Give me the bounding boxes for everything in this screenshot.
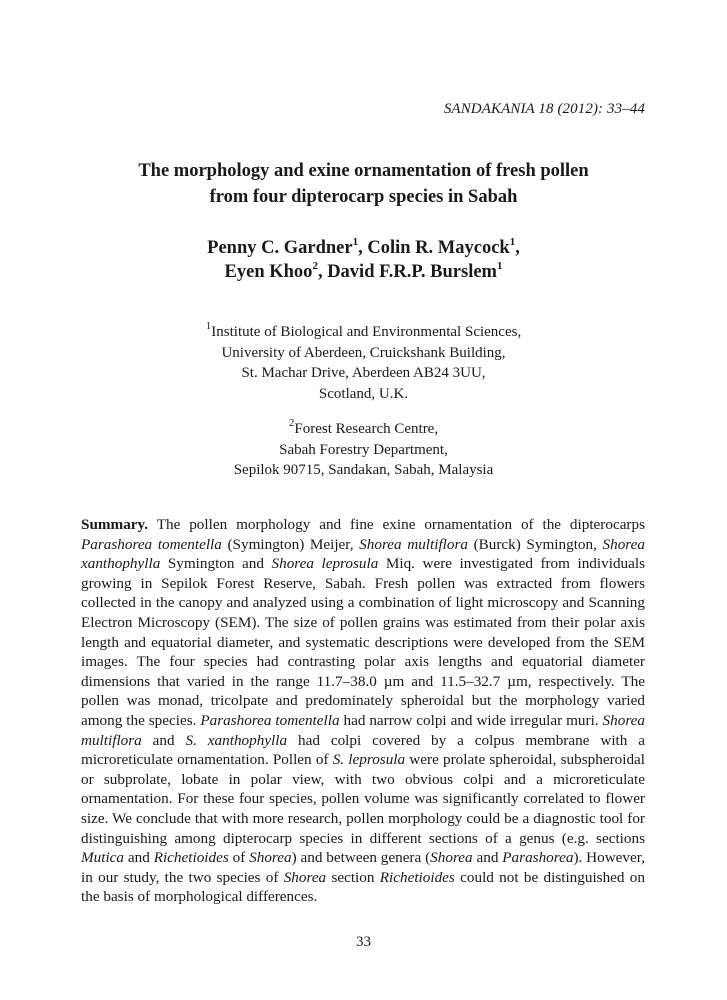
species-name: Parashorea tomentella <box>81 535 222 553</box>
species-name: Shorea multiflora <box>359 535 468 553</box>
species-name: Mutica <box>81 849 125 867</box>
summary-text: had colpi covered by a colpus membrane with a microreticulate ornamentation. Pollen of <box>81 731 645 769</box>
summary-text: and <box>141 731 186 749</box>
affiliation-mark: 1 <box>205 320 212 332</box>
summary-paragraph <box>81 515 645 907</box>
title-line-1: The morphology and exine ornamentation of fresh pollen <box>138 161 589 181</box>
summary-body <box>81 516 645 905</box>
journal-citation: SANDAKANIA 18 (2012): 33–44 <box>443 101 645 117</box>
summary-text: The pollen morphology and fine exine ornamentation of the dipterocarps <box>148 516 645 533</box>
affiliation-mark: 1 <box>352 235 359 248</box>
affiliation-mark: 2 <box>288 417 295 429</box>
summary-text: and <box>472 849 503 867</box>
species-name: Shorea multiflora <box>81 711 645 749</box>
species-name: Shorea leprosula <box>271 555 379 573</box>
species-name: Shorea <box>249 849 292 867</box>
summary-text: ) and between genera ( <box>291 849 431 867</box>
affiliation-line: Forest Research Centre, <box>294 421 439 437</box>
species-name: S. leprosula <box>332 751 406 769</box>
affiliation-mark: 1 <box>509 235 516 248</box>
author-name: Eyen Khoo <box>224 262 313 282</box>
summary-text: ). However, in our study, the two species of <box>81 849 646 886</box>
affiliation-2 <box>0 419 727 481</box>
summary-text: Symington and <box>160 555 272 573</box>
species-name: Richetioides <box>153 849 229 867</box>
author-line-2 <box>0 260 727 284</box>
summary-text: were prolate spheroidal, subspheroidal or subprolate, lobate in polar view, with two obvious colpi and a microreticulate ornamentation. For these four species, pollen volume was significantly correlated to flower size. We conclude that with more research, pollen morphology could be a diagnostic tool for distinguishing among dipterocarp species in different sections of a genus (e.g. sections <box>81 751 645 847</box>
species-name: Shorea xanthophylla <box>81 535 645 573</box>
affiliation-mark: 2 <box>312 259 318 272</box>
affiliation-mark: 1 <box>496 259 503 272</box>
summary-text: could not be distinguished on the basis of morphological differences. <box>81 868 645 906</box>
species-name: Parashorea <box>502 849 574 867</box>
summary-text: and <box>124 849 154 867</box>
species-name: Shorea <box>430 849 473 867</box>
affiliation-1 <box>0 322 727 404</box>
affiliation-line: Sepilok 90715, Sandakan, Sabah, Malaysia <box>233 462 494 478</box>
affiliation-line: Institute of Biological and Environmental Sciences, <box>211 324 522 340</box>
article-title <box>0 158 727 210</box>
affiliation-line: Sabah Forestry Department, <box>279 441 448 458</box>
title-line-2: from four dipterocarp species in Sabah <box>209 187 518 207</box>
summary-text: had narrow colpi and wide irregular muri. <box>339 711 603 729</box>
author-name: Penny C. Gardner <box>207 238 353 258</box>
summary-text: of <box>228 849 250 867</box>
author-separator: , <box>358 238 368 258</box>
summary-text: Miq. were investigated from individuals growing in Sepilok Forest Reserve, Sabah. Fresh pollen was extracted from flowers collected in the canopy and analyzed using a combination of light microscopy and Scanning Electron Microscopy (SEM). The size of pollen grains was estimated from their polar axis length and equatorial diameter, and systematic descriptions were developed from the SEM images. The four species had contrasting polar axis lengths and equatorial diameter dimensions that varied in the range 11.7–38.0 µm and 11.5–32.7 µm, respectively. The pollen was monad, tricolpate and predominately spheroidal but the morphology varied among the species. <box>81 555 645 729</box>
author-list <box>0 236 727 284</box>
author-line-1 <box>0 236 727 260</box>
author-name: Colin R. Maycock <box>367 238 510 258</box>
summary-text: (Burck) Symington, <box>467 535 603 553</box>
author-separator: , <box>515 238 520 258</box>
species-name: Parashorea tomentella <box>200 711 340 729</box>
summary-text: section <box>326 868 380 886</box>
author-name: David F.R.P. Burslem <box>327 262 497 282</box>
species-name: Shorea <box>283 868 327 886</box>
species-name: S. xanthophylla <box>185 731 288 749</box>
affiliation-line: St. Machar Drive, Aberdeen AB24 3UU, <box>241 365 486 381</box>
page-number: 33 <box>356 934 371 950</box>
summary-label: Summary. <box>81 516 149 533</box>
affiliation-line: University of Aberdeen, Cruickshank Building, <box>221 344 506 361</box>
species-name: Richetioides <box>379 868 455 886</box>
summary-text: (Symington) Meijer, <box>221 535 360 553</box>
author-separator: , <box>317 262 328 282</box>
affiliation-line: Scotland, U.K. <box>318 385 409 402</box>
